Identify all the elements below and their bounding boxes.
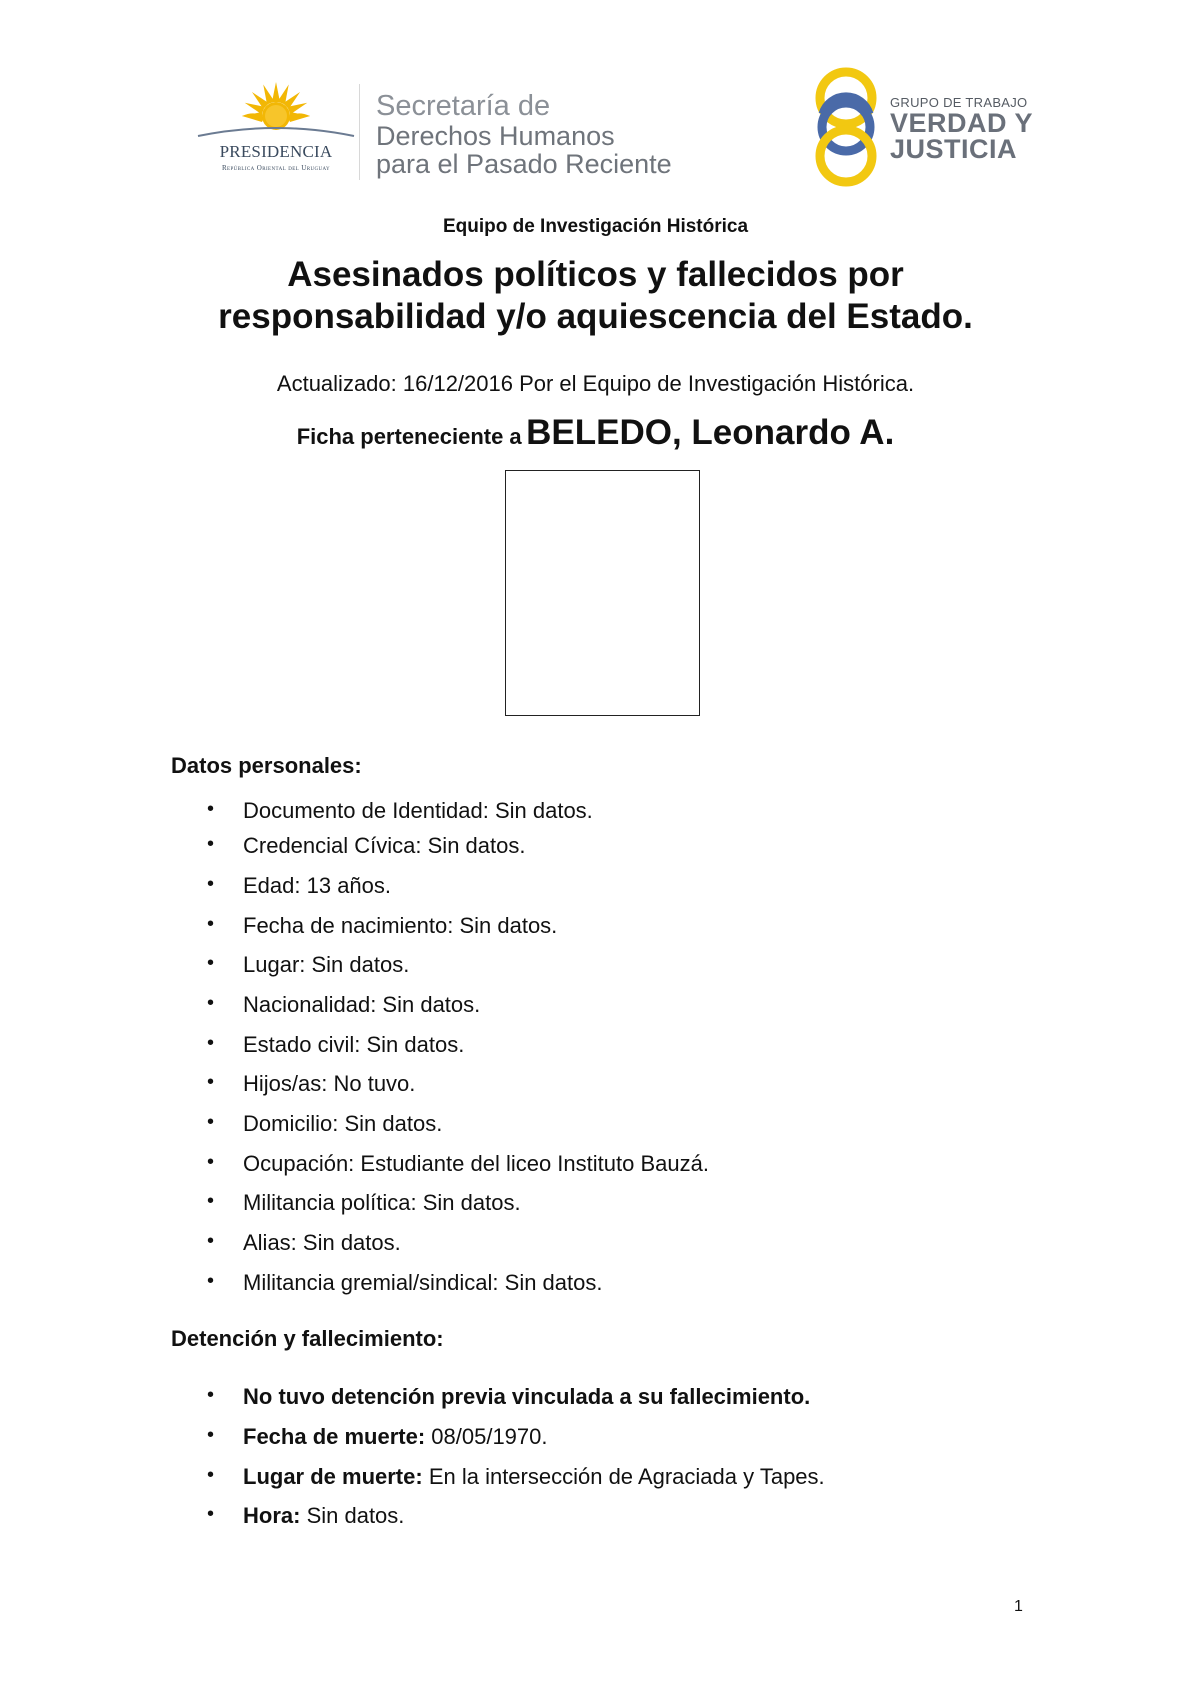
list-item-text: Estado civil: Sin datos. [243,1032,465,1057]
secretaria-line-2: Derechos Humanos [376,121,615,151]
item-label: Lugar de muerte: [243,1464,423,1489]
verdad-y-justicia-logo [810,62,1034,192]
list-item-text [243,1424,548,1450]
interlocked-rings-icon [810,62,890,192]
bullet-icon: • [207,1424,215,1446]
header-divider [359,84,360,180]
bullet-icon: • [207,798,215,820]
list-item-text: Domicilio: Sin datos. [243,1111,443,1136]
bullet-icon: • [207,1071,215,1093]
list-item-text: Edad: 13 años. [243,873,392,898]
item-value: 08/05/1970. [425,1424,548,1449]
list-item-text: Alias: Sin datos. [243,1230,401,1255]
presidencia-logo-text: PRESIDENCIA [219,142,333,161]
ficha-person-name: BELEDO, Leonardo A. [526,413,895,452]
bullet-icon: • [207,1384,215,1406]
item-value: En la intersección de Agraciada y Tapes. [422,1464,825,1489]
list-item-text: Militancia política: Sin datos. [243,1190,521,1215]
vyj-logo-small-text: GRUPO DE TRABAJO [890,95,1028,110]
bullet-icon: • [207,1230,215,1252]
ficha-line [0,413,1191,453]
vyj-logo-line-1: VERDAD Y [890,108,1034,138]
item-label: No tuvo detención previa vinculada a su fallecimiento. [243,1384,811,1409]
list-item-text [243,1503,404,1529]
ficha-prefix: Ficha perteneciente a [296,424,522,449]
bullet-icon: • [207,913,215,935]
list-item-text: Fecha de nacimiento: Sin datos. [243,913,558,938]
item-label: Fecha de muerte: [243,1424,426,1449]
bullet-icon: • [207,992,215,1014]
presidencia-logo [196,80,356,178]
bullet-icon: • [207,1111,215,1133]
bullet-icon: • [207,873,215,895]
page-number: 1 [1014,1598,1023,1615]
list-item-text: Ocupación: Estudiante del liceo Instituto Bauzá. [243,1151,709,1176]
photo-placeholder [505,470,700,716]
list-item-text: Hijos/as: No tuvo. [243,1071,416,1096]
updated-line: Actualizado: 16/12/2016 Por el Equipo de Investigación Histórica. [276,371,915,396]
item-value: Sin datos. [300,1503,405,1528]
sun-emblem-icon [196,80,356,150]
list-item-text: Nacionalidad: Sin datos. [243,992,481,1017]
personal-data-heading: Datos personales: [171,753,362,778]
list-item-text: Documento de Identidad: Sin datos. [243,798,593,823]
bullet-icon: • [207,1270,215,1292]
bullet-icon: • [207,1032,215,1054]
team-title: Equipo de Investigación Histórica [442,216,749,237]
item-label: Hora: [243,1503,301,1528]
detention-heading: Detención y fallecimiento: [171,1326,444,1351]
bullet-icon: • [207,1151,215,1173]
page-title-line-1: Asesinados políticos y fallecidos por [287,255,904,294]
vyj-logo-line-2: JUSTICIA [890,134,1018,164]
secretaria-line-3: para el Pasado Reciente [376,149,672,179]
list-item-text [243,1384,810,1410]
secretaria-line-1: Secretaría de [376,90,551,122]
presidencia-logo-subtext: República Oriental del Uruguay [221,164,331,172]
bullet-icon: • [207,1190,215,1212]
list-item-text: Credencial Cívica: Sin datos. [243,833,526,858]
bullet-icon: • [207,1464,215,1486]
list-item-text: Militancia gremial/sindical: Sin datos. [243,1270,603,1295]
secretaria-logo [376,90,672,178]
bullet-icon: • [207,833,215,855]
page-title [0,254,1191,338]
page-title-line-2: responsabilidad y/o aquiescencia del Estado. [218,297,973,336]
list-item-text [243,1464,825,1490]
list-item-text: Lugar: Sin datos. [243,952,410,977]
bullet-icon: • [207,952,215,974]
bullet-icon: • [207,1503,215,1525]
